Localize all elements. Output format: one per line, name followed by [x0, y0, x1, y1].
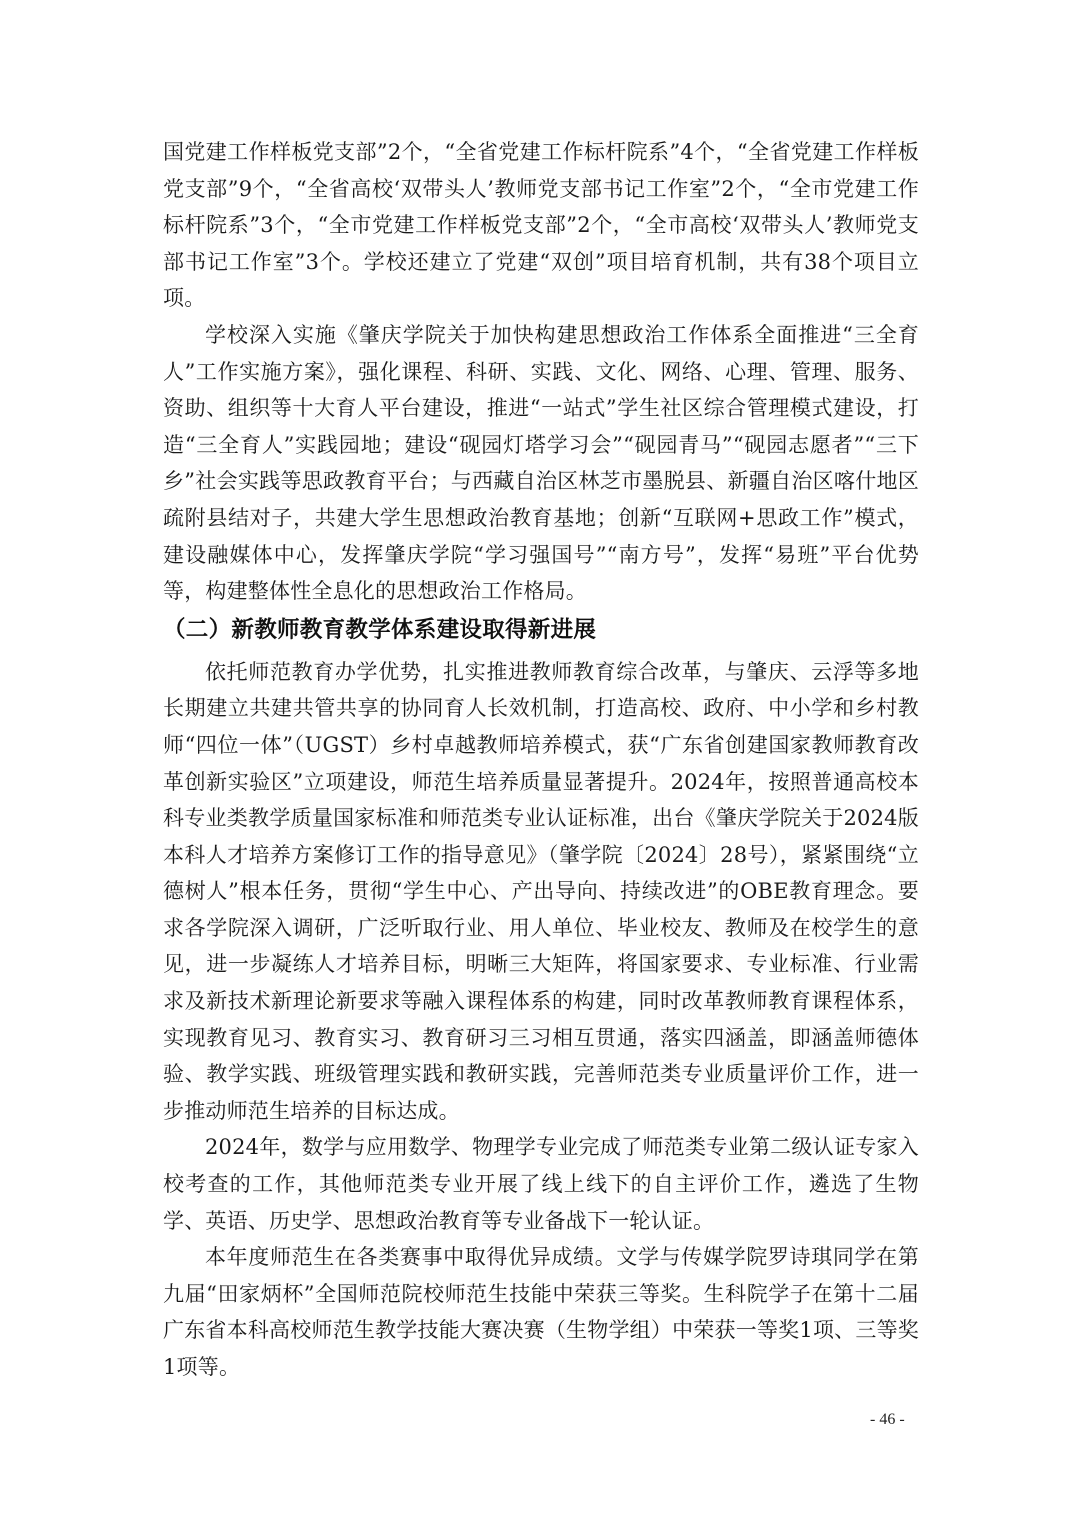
page-body — [163, 134, 919, 1386]
paragraph-party-building-continued: 国党建工作样板党支部”2个，“全省党建工作标杆院系”4个，“全省党建工作样板党支部”9个，“全省高校‘双带头人’教师党支部书记工作室”2个，“全市党建工作标杆院系”3个，“全市党建工作样板党支部”2个，“全市高校‘双带头人’教师党支部书记工作室”3个。学校还建立了党建“双创”项目培育机制，共有38个项目立项。 — [163, 140, 919, 311]
paragraph-ideological-work: 学校深入实施《肇庆学院关于加快构建思想政治工作体系全面推进“三全育人”工作实施方案》，强化课程、科研、实践、文化、网络、心理、管理、服务、资助、组织等十大育人平台建设，推进“一站式”学生社区综合管理模式建设，打造“三全育人”实践园地；建设“砚园灯塔学习会”“砚园青马”“砚园志愿者”“三下乡”社会实践等思政教育平台；与西藏自治区林芝市墨脱县、新疆自治区喀什地区疏附县结对子，共建大学生思想政治教育基地；创新“互联网+思政工作”模式，建设融媒体中心，发挥肇庆学院“学习强国号”“南方号”，发挥“易班”平台优势等，构建整体性全息化的思想政治工作格局。 — [163, 322, 919, 604]
paragraph-program-certification: 2024年，数学与应用数学、物理学专业完成了师范类专业第二级认证专家入校考查的工作，其他师范类专业开展了线上线下的自主评价工作，遴选了生物学、英语、历史学、思想政治教育等专业备战下一轮认证。 — [163, 1135, 919, 1233]
paragraph-competition-awards: 本年度师范生在各类赛事中取得优异成绩。文学与传媒学院罗诗琪同学在第九届“田家炳杯”全国师范院校师范生技能中荣获三等奖。生科院学子在第十二届广东省本科高校师范生教学技能大赛决赛（生物学组）中荣获一等奖1项、三等奖1项等。 — [163, 1245, 919, 1379]
page-number: - 46 - — [870, 1411, 905, 1428]
paragraph-teacher-education-reform: 依托师范教育办学优势，扎实推进教师教育综合改革，与肇庆、云浮等多地长期建立共建共管共享的协同育人长效机制，打造高校、政府、中小学和乡村教师“四位一体”（UGST）乡村卓越教师培养模式，获“广东省创建国家教师教育改革创新实验区”立项建设，师范生培养质量显著提升。2024年，按照普通高校本科专业类教学质量国家标准和师范类专业认证标准，出台《肇庆学院关于2024版本科人才培养方案修订工作的指导意见》（肇学院〔2024〕28号），紧紧围绕“立德树人”根本任务，贯彻“学生中心、产出导向、持续改进”的OBE教育理念。要求各学院深入调研，广泛听取行业、用人单位、毕业校友、教师及在校学生的意见，进一步凝练人才培养目标，明晰三大矩阵，将国家要求、专业标准、行业需求及新技术新理论新要求等融入课程体系的构建，同时改革教师教育课程体系，实现教育见习、教育实习、教育研习三习相互贯通，落实四涵盖，即涵盖师德体验、教学实践、班级管理实践和教研实践，完善师范类专业质量评价工作，进一步推动师范生培养的目标达成。 — [163, 659, 919, 1123]
section-heading-teacher-education: （二）新教师教育教学体系建设取得新进展 — [163, 616, 597, 643]
